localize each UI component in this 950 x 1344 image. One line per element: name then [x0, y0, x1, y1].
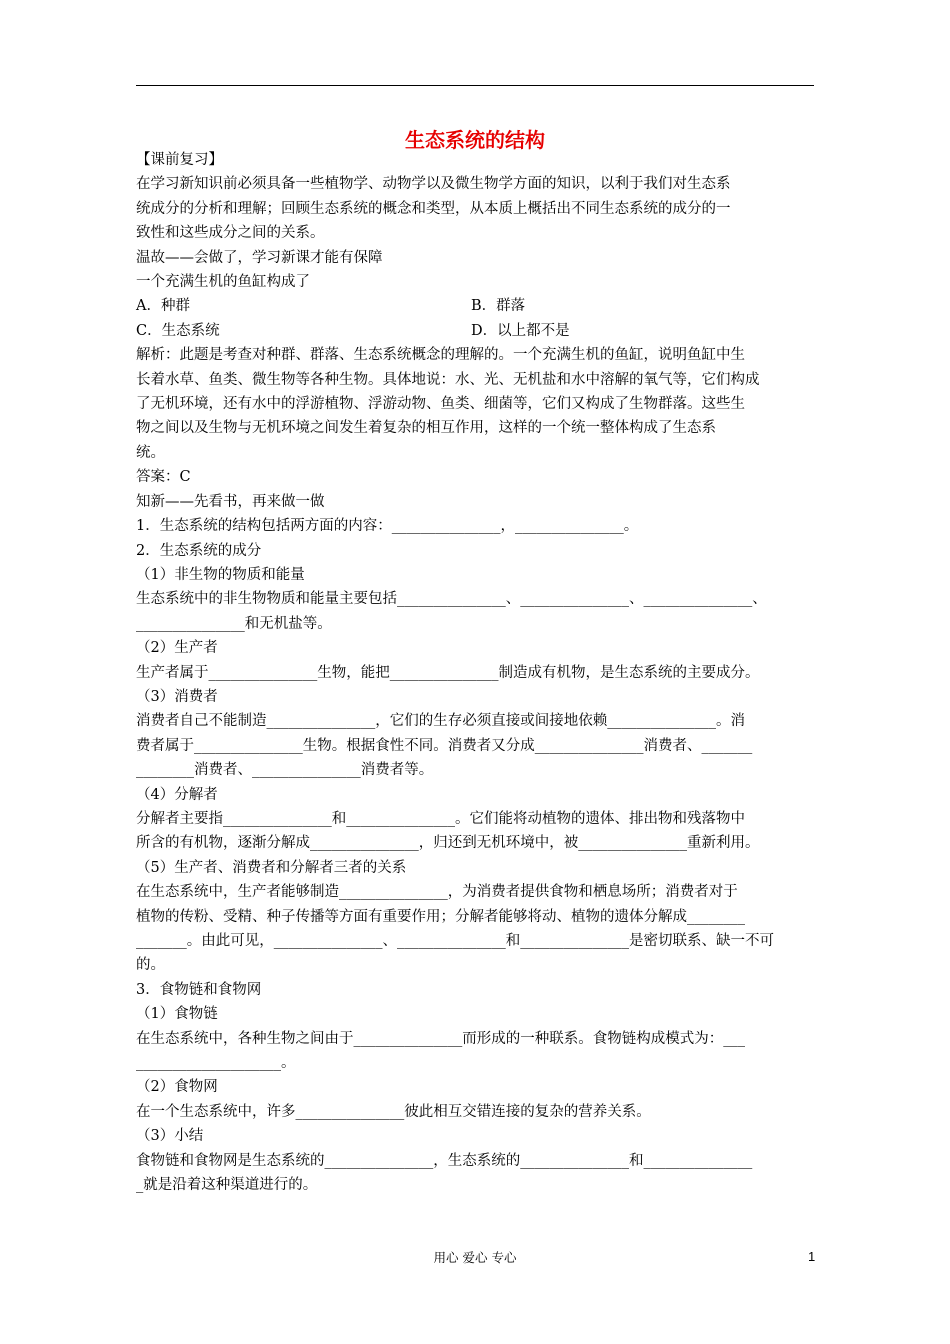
text-line: （1）食物链 — [136, 1006, 218, 1023]
text-line: 物之间以及生物与无机环境之间发生着复杂的相互作用，这样的一个统一整体构成了生态系 — [136, 420, 716, 437]
text-line: 3．食物链和食物网 — [136, 981, 262, 998]
text-line: 了无机环境，还有水中的浮游植物、浮游动物、鱼类、细菌等，它们又构成了生物群落。这些生 — [136, 396, 745, 413]
text-line: _______。由此可见，_______________、_______________和_______________是密切联系、缺一不可 — [136, 933, 774, 949]
text-line: 致性和这些成分之间的关系。 — [136, 225, 325, 242]
text-line: 1．生态系统的结构包括两方面的内容：_______________，_______________。 — [136, 518, 639, 535]
text-line: （3）小结 — [136, 1128, 204, 1145]
text-line: 植物的传粉、受精、种子传播等方面有重要作用；分解者能够将动、植物的遗体分解成________ — [136, 908, 745, 925]
text-line: （2）食物网 — [136, 1079, 218, 1096]
text-line: 统成分的分析和理解；回顾生态系统的概念和类型，从本质上概括出不同生态系统的成分的一 — [136, 200, 731, 217]
question-stem: 一个充满生机的鱼缸构成了 — [136, 274, 310, 291]
section-heading-review: 【课前复习】 — [136, 152, 223, 168]
text-line: 在一个生态系统中，许多_______________彼此相互交错连接的复杂的营养关系。 — [136, 1103, 651, 1120]
text-line: 统。 — [136, 444, 165, 461]
text-line: 在生态系统中，生产者能够制造_______________，为消费者提供食物和栖息场所；消费者对于 — [136, 884, 738, 901]
page-number: 1 — [808, 1249, 816, 1264]
text-line: （5）生产者、消费者和分解者三者的关系 — [136, 859, 407, 876]
text-line: _就是沿着这种渠道进行的。 — [136, 1177, 318, 1194]
text-line: 温故——会做了，学习新课才能有保障 — [136, 249, 383, 266]
text-line: ____________________。 — [136, 1055, 296, 1072]
document-body — [136, 148, 816, 1197]
text-line: 消费者自己不能制造_______________，它们的生存必须直接或间接地依赖_______________。消 — [136, 713, 745, 730]
text-line: （2）生产者 — [136, 640, 218, 657]
text-line: 费者属于_______________生物。根据食性不同。消费者又分成_______________消费者、_______ — [136, 737, 753, 754]
text-line: 长着水草、鱼类、微生物等各种生物。具体地说：水、光、无机盐和水中溶解的氧气等，它们构成 — [136, 371, 760, 388]
text-line: 分解者主要指_______________和_______________。它们能将动植物的遗体、排出物和残落物中 — [136, 810, 745, 827]
text-line: （1）非生物的物质和能量 — [136, 566, 305, 583]
option-b: B．群落 — [471, 298, 526, 315]
option-a: A．种群 — [136, 298, 190, 315]
page-footer: 用心 爱心 专心 — [433, 1250, 517, 1265]
text-line: 食物链和食物网是生态系统的_______________，生态系统的_______________和_______________ — [136, 1152, 753, 1169]
option-d: D．以上都不是 — [471, 322, 570, 339]
text-line: 生态系统中的非生物物质和能量主要包括_______________、_______________、_______________、 — [136, 591, 767, 608]
text-line: ________消费者、_______________消费者等。 — [136, 762, 434, 779]
options-row-2 — [136, 319, 816, 343]
text-line: （3）消费者 — [136, 688, 218, 705]
text-line: 解析：此题是考查对种群、群落、生态系统概念的理解的。一个充满生机的鱼缸，说明鱼缸中生 — [136, 347, 745, 364]
options-row-1 — [136, 294, 816, 318]
text-line: _______________和无机盐等。 — [136, 615, 332, 632]
text-line: 2．生态系统的成分 — [136, 542, 262, 559]
text-line: 的。 — [136, 957, 165, 974]
option-c: C．生态系统 — [136, 322, 220, 339]
text-line: 在学习新知识前必须具备一些植物学、动物学以及微生物学方面的知识，以利于我们对生态系 — [136, 176, 731, 193]
text-line: 所含的有机物，逐渐分解成_______________，归还到无机环境中，被_______________重新利用。 — [136, 835, 760, 852]
answer-line: 答案：C — [136, 469, 191, 486]
text-line: 生产者属于_______________生物，能把_______________制造成有机物，是生态系统的主要成分。 — [136, 664, 760, 681]
page-title: 生态系统的结构 — [405, 128, 545, 152]
header-rule — [136, 85, 814, 86]
text-line: 在生态系统中，各种生物之间由于_______________而形成的一种联系。食物链构成模式为：___ — [136, 1030, 745, 1047]
text-line: （4）分解者 — [136, 786, 218, 803]
text-line: 知新——先看书，再来做一做 — [136, 493, 325, 510]
